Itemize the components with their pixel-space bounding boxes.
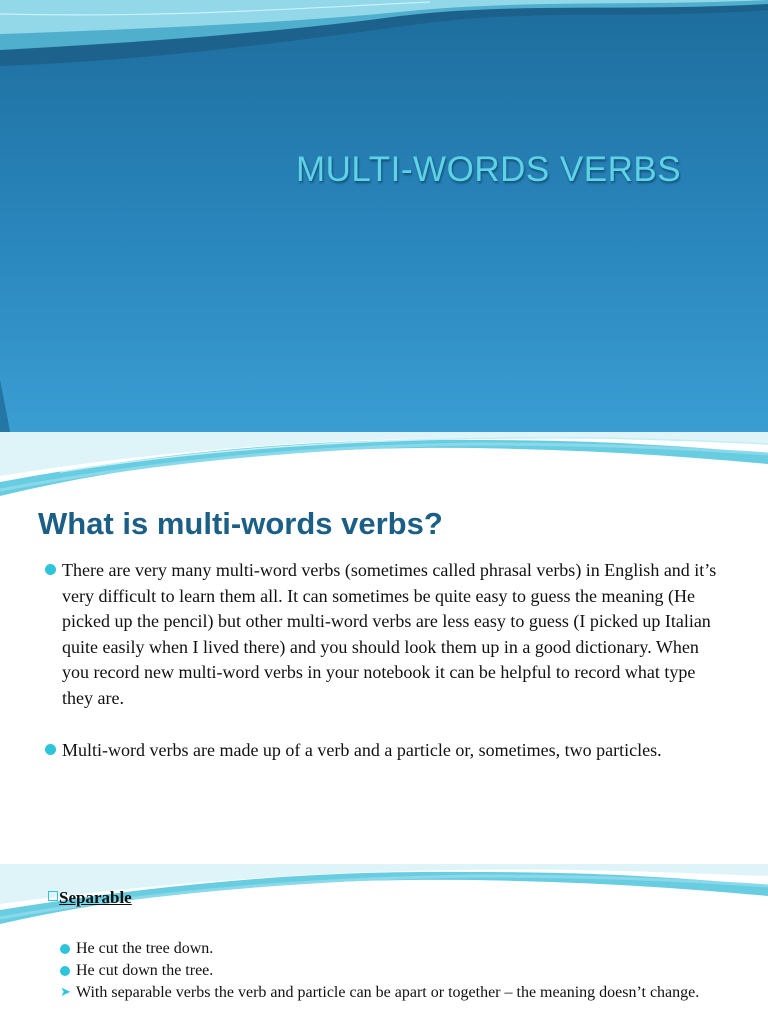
section-heading [59, 888, 132, 908]
bullet-text: Multi-word verbs are made up of a verb and a particle or, sometimes, two particles. [62, 739, 662, 760]
separable-example-list [60, 940, 700, 1005]
bullet-dot-icon [60, 966, 70, 976]
list-item [60, 962, 700, 980]
arrowhead-bullet-icon: ➤ [60, 985, 71, 1000]
definition-bullet-list [44, 558, 724, 763]
square-bullet-icon [48, 891, 58, 901]
bullet-text: There are very many multi-word verbs (sometimes called phrasal verbs) in English and it’s very difficult to learn them all. It can sometimes be quite easy to guess the meaning (He picked up the pencil) but other multi-word verbs are less easy to guess (I picked up Italian quite easily when I lived there) and you should look them up in a good dictionary. When you record new multi-word verbs in your notebook it can be helpful to record what type they are. [62, 560, 717, 708]
list-item [60, 984, 700, 1001]
definition-slide-wave-decoration [0, 432, 768, 502]
bullet-dot-icon [60, 944, 70, 954]
bullet-dot-icon [45, 564, 56, 575]
bullet-dot-icon [45, 744, 56, 755]
title-slide [0, 0, 768, 432]
separable-slide [0, 864, 768, 1024]
list-item [60, 940, 700, 958]
slide-title: MULTI-WORDS VERBS [296, 150, 682, 189]
definition-slide [0, 432, 768, 864]
example-text: He cut the tree down. [76, 940, 214, 957]
slide-title: What is multi-words verbs? [38, 506, 443, 541]
section-heading-text: Separable [59, 888, 132, 907]
list-item [44, 738, 724, 764]
note-text: With separable verbs the verb and particle can be apart or together – the meaning doesn’t change. [76, 984, 700, 1001]
list-item [44, 558, 724, 712]
title-slide-wave-decoration [0, 0, 768, 432]
example-text: He cut down the tree. [76, 962, 214, 979]
